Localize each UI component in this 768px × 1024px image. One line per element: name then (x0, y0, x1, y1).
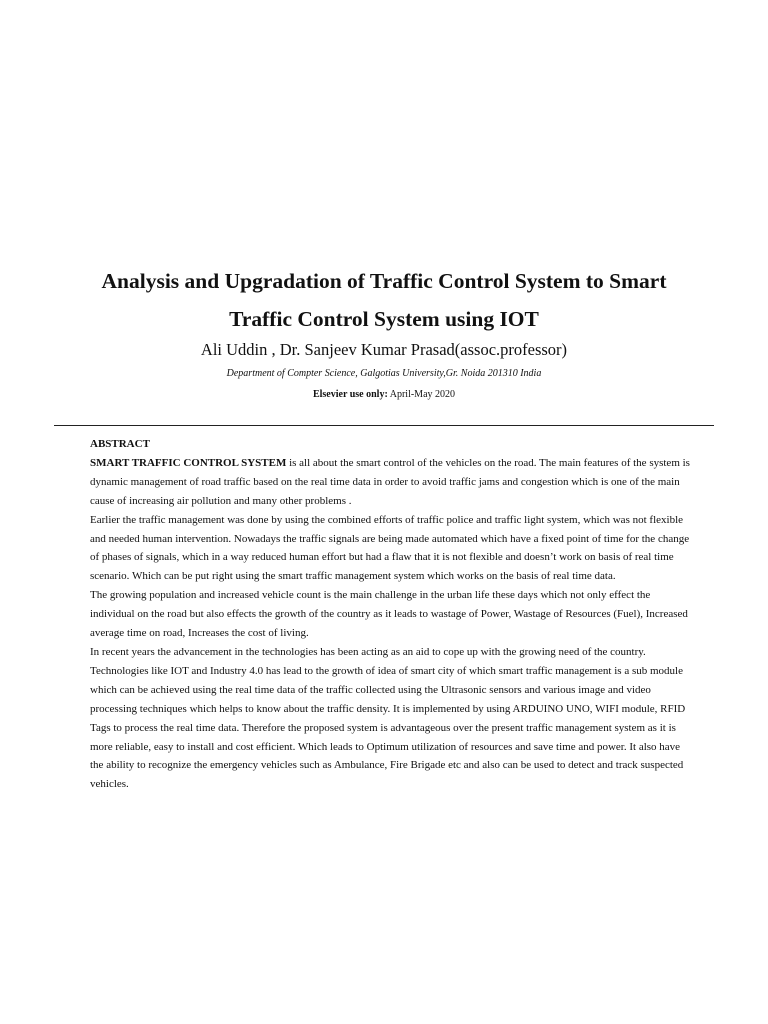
elsevier-use-label: Elsevier use only: (312, 389, 388, 400)
elsevier-use-value: April-May 2020 (387, 389, 456, 400)
abstract-section (90, 435, 690, 794)
section-divider (54, 425, 714, 426)
abstract-paragraph-4: In recent years the advancement in the technologies has been acting as an aid to cope up with the growing need of the country. Technologies like IOT and Industry 4.0 has lead to the growth of idea of smart city of which smart traffic management is a sub module which can be achieved using the real time data of the traffic collected using the Ultrasonic sensors and various image and video processing techniques which helps to know about the traffic density. It is implemented by using ARDUINO UNO, WIFI module, RFID Tags to process the real time data. Therefore the proposed system is advantageous over the present traffic management system as it is more reliable, easy to install and cost efficient. Which leads to Optimum utilization of resources and save time and power. It also have the ability to recognize the emergency vehicles such as Ambulance, Fire Brigade etc and also can be used to detect and track suspected vehicles. (90, 645, 686, 791)
abstract-paragraph-1 (90, 454, 690, 511)
abstract-lead-term: SMART TRAFFIC CONTROL SYSTEM (90, 456, 290, 469)
abstract-paragraph-2: Earlier the traffic management was done by using the combined efforts of traffic police and traffic light system, which was not flexible and needed human intervention. Nowadays the traffic signals are being made automated which have a fixed point of time for the change of phases of signals, which in a way reduced human effort but had a flaw that it is not flexible and doesn’t work on basis of real time scenario. Which can be put right using the smart traffic management system which works on the basis of real time data. (90, 513, 690, 583)
elsevier-use-note (40, 388, 728, 402)
paper-title (40, 262, 728, 338)
paper-title-line-1: Analysis and Upgradation of Traffic Control System to Smart (101, 269, 667, 293)
paper-title-line-2: Traffic Control System using IOT (229, 307, 539, 331)
author-affiliation: Department of Compter Science, Galgotias University,Gr. Noida 201310 India (226, 368, 542, 379)
author-list: Ali Uddin , Dr. Sanjeev Kumar Prasad(assoc.professor) (200, 340, 568, 359)
abstract-paragraph-1-text: is all about the smart control of the vehicles on the road. The main features of the system is dynamic management of road traffic based on the real time data in order to avoid traffic jams and congestion which is one of the main cause of increasing air pollution and many other problems . (90, 456, 690, 507)
abstract-paragraph-3: The growing population and increased vehicle count is the main challenge in the urban life these days which not only effect the individual on the road but also effects the growth of the country as it leads to wastage of Power, Wastage of Resources (Fuel), Increased average time on road, Increases the cost of living. (90, 589, 688, 640)
abstract-heading: ABSTRACT (90, 438, 150, 450)
